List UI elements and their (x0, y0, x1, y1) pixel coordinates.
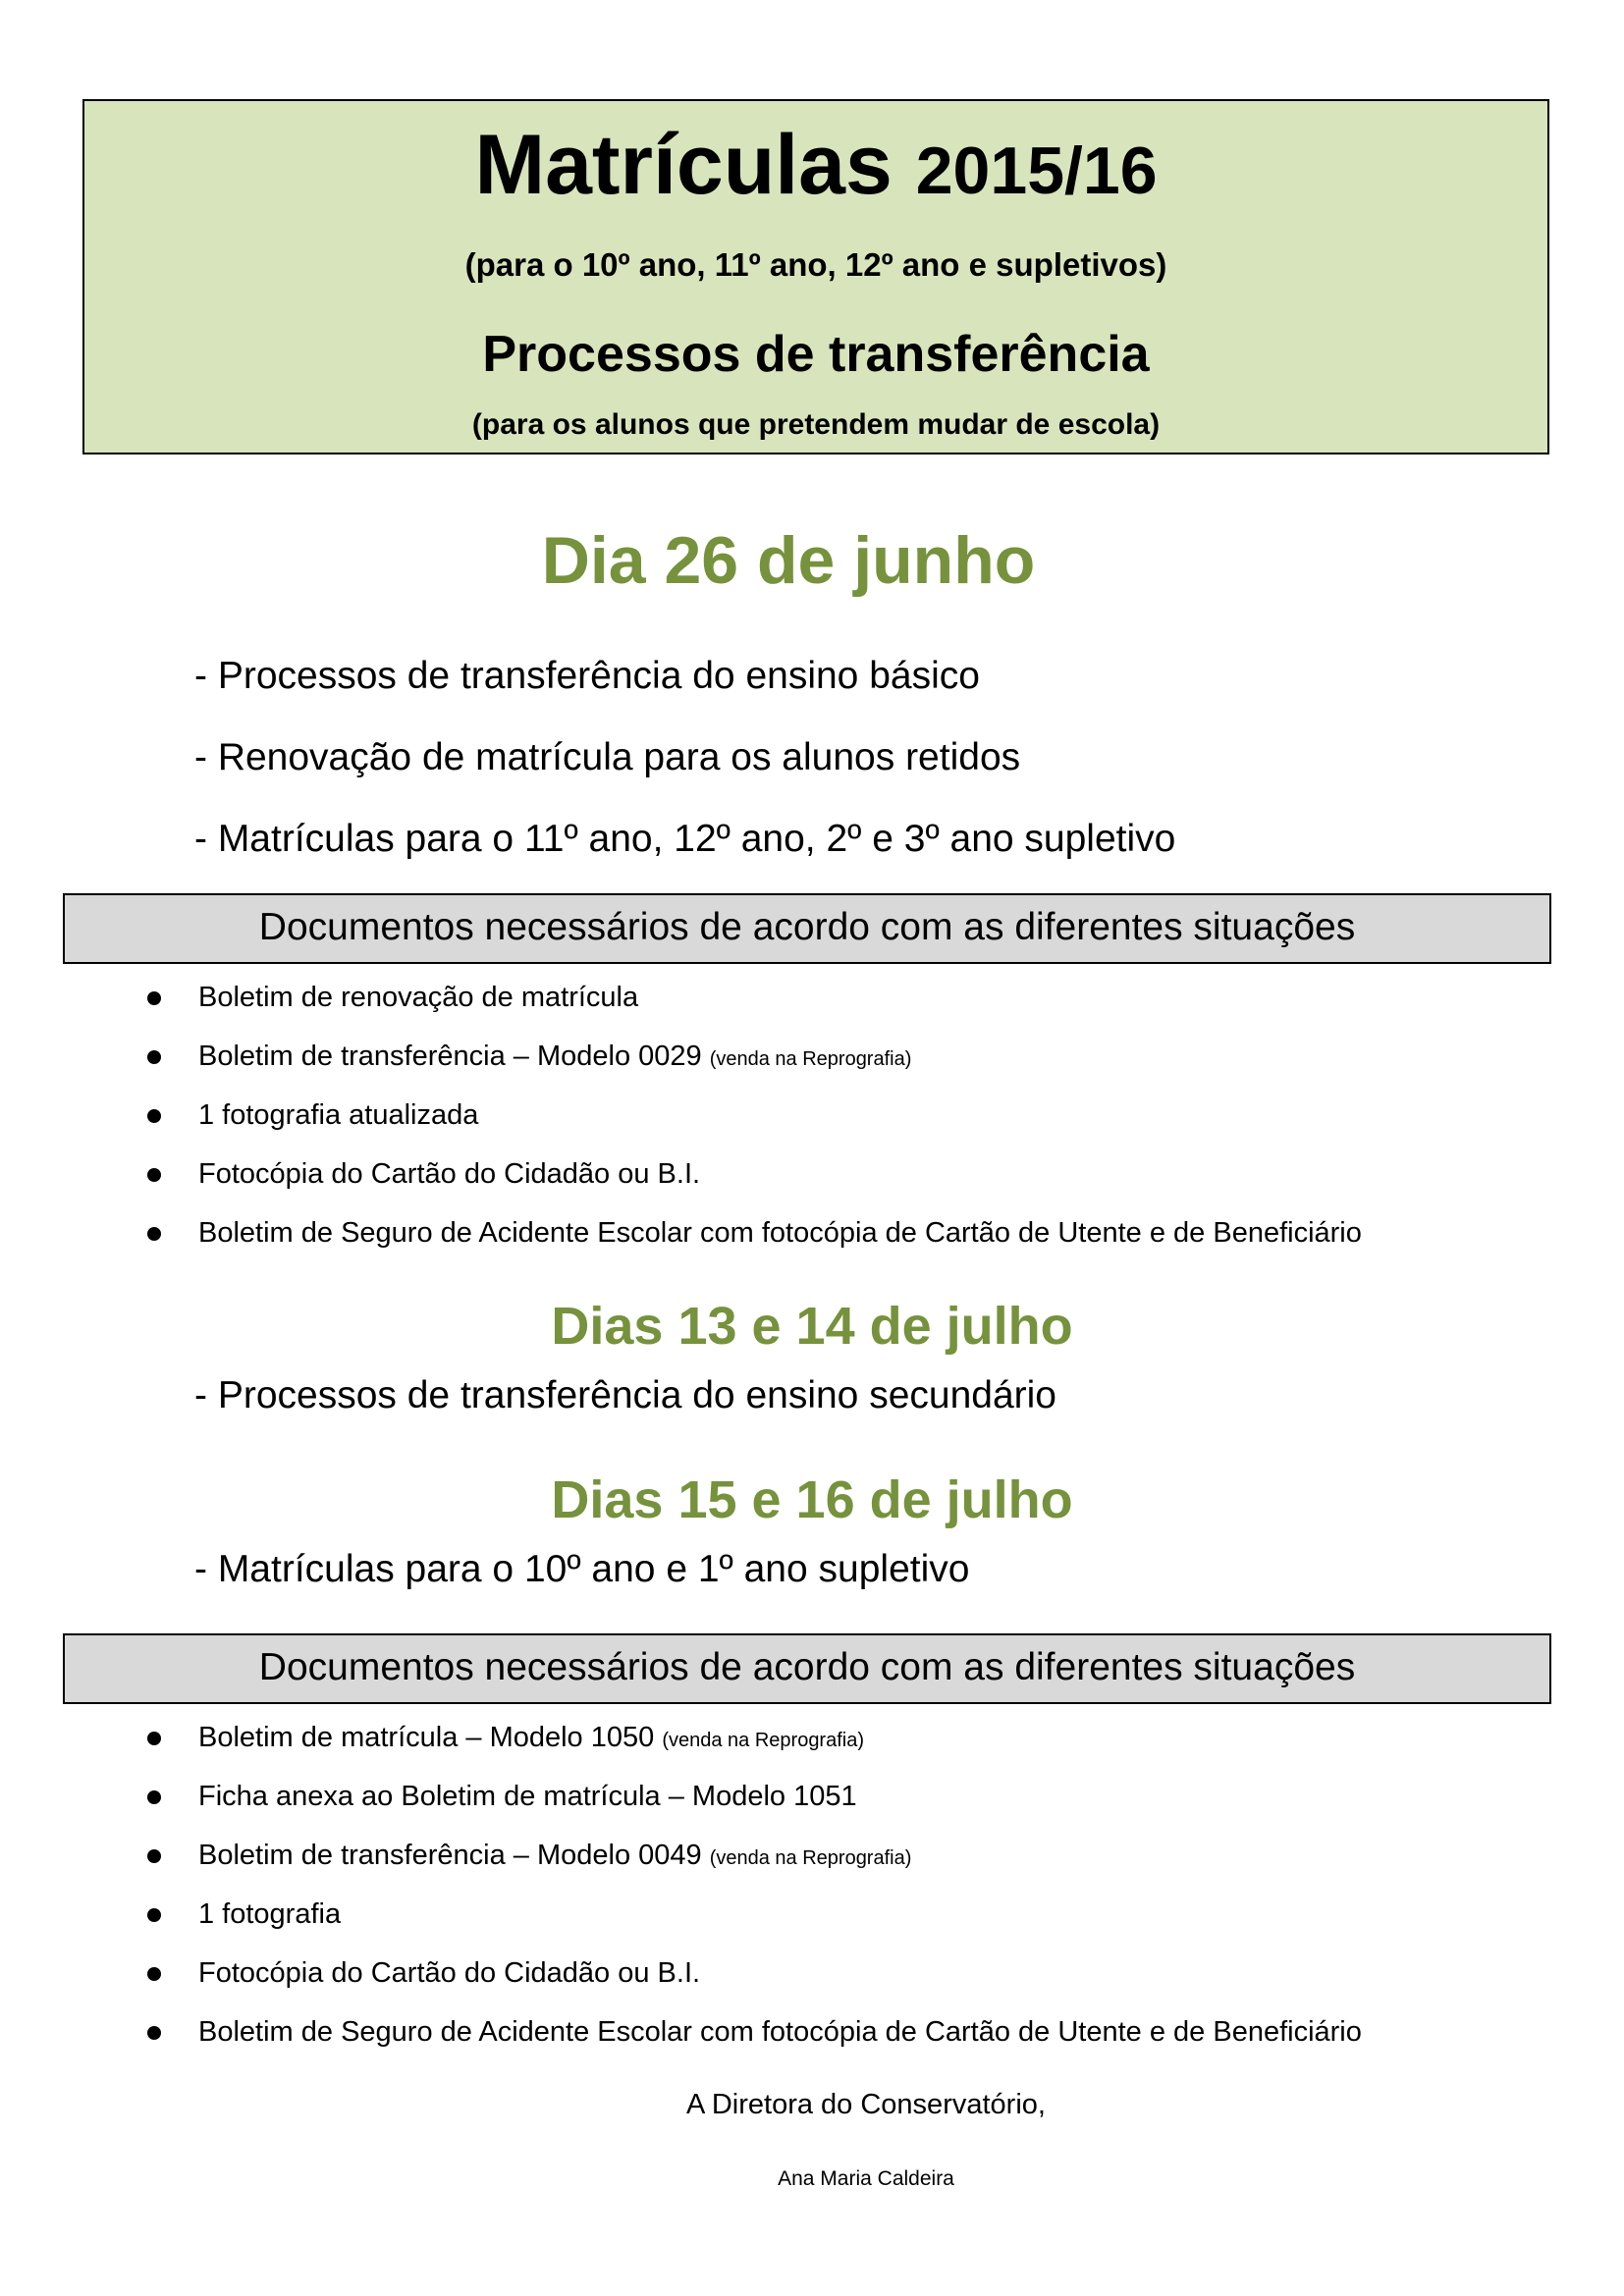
bullet-icon (147, 1790, 161, 1804)
doc-text: Boletim de renovação de matrícula (198, 982, 639, 1013)
title-text: Matrículas (474, 118, 893, 212)
documents-box: Documentos necessários de acordo com as diferentes situações (63, 893, 1551, 964)
bullet-icon (147, 1732, 161, 1745)
bullet-icon (147, 1109, 161, 1123)
title-year: 2015/16 (915, 133, 1158, 208)
doc-text: Fotocópia do Cartão do Cidadão ou B.I. (198, 1957, 701, 1989)
doc-note: (venda na Reprografia) (709, 1847, 912, 1869)
day-heading-15-16-july: Dias 15 e 16 de julho (551, 1470, 1073, 1529)
signature-name: Ana Maria Caldeira (778, 2167, 954, 2190)
schedule-item: - Processos de transferência do ensino secundário (194, 1374, 1056, 1416)
doc-text: 1 fotografia atualizada (198, 1099, 479, 1131)
bullet-icon (147, 991, 161, 1005)
bullet-icon (147, 1050, 161, 1064)
bullet-icon (147, 1967, 161, 1981)
doc-text: Boletim de Seguro de Acidente Escolar com fotocópia de Cartão de Utente e de Beneficiário (198, 2016, 1362, 2048)
transfer-title: Processos de transferência (482, 326, 1150, 383)
doc-text: Boletim de matrícula – Modelo 1050 (198, 1722, 655, 1753)
header-box (82, 99, 1549, 454)
doc-text: 1 fotografia (198, 1898, 342, 1930)
bullet-icon (147, 1227, 161, 1241)
bullet-icon (147, 1908, 161, 1922)
bullet-icon (147, 1168, 161, 1182)
signature-role: A Diretora do Conservatório, (686, 2089, 1046, 2120)
doc-text: Fotocópia do Cartão do Cidadão ou B.I. (198, 1158, 701, 1190)
schedule-item: - Matrículas para o 10º ano e 1º ano supletivo (194, 1548, 970, 1590)
bullet-icon (147, 2026, 161, 2040)
page-subtitle: (para o 10º ano, 11º ano, 12º ano e supletivos) (464, 246, 1167, 283)
doc-text: Boletim de transferência – Modelo 0029 (198, 1041, 702, 1072)
doc-text: Boletim de Seguro de Acidente Escolar com fotocópia de Cartão de Utente e de Beneficiário (198, 1217, 1362, 1249)
day-heading-26-june: Dia 26 de junho (541, 523, 1036, 598)
page-title (84, 115, 1547, 216)
bullet-icon (147, 1849, 161, 1863)
transfer-subtitle: (para os alunos que pretendem mudar de escola) (471, 408, 1161, 441)
schedule-item: - Processos de transferência do ensino básico (194, 655, 980, 697)
doc-note: (venda na Reprografia) (662, 1730, 865, 1751)
doc-text: Ficha anexa ao Boletim de matrícula – Modelo 1051 (198, 1781, 857, 1812)
documents-box: Documentos necessários de acordo com as diferentes situações (63, 1633, 1551, 1704)
doc-note: (venda na Reprografia) (709, 1048, 912, 1070)
doc-text: Boletim de transferência – Modelo 0049 (198, 1840, 702, 1871)
schedule-item: - Renovação de matrícula para os alunos retidos (194, 736, 1021, 778)
day-heading-13-14-july: Dias 13 e 14 de julho (551, 1297, 1073, 1356)
schedule-item: - Matrículas para o 11º ano, 12º ano, 2º e 3º ano supletivo (194, 818, 1176, 860)
